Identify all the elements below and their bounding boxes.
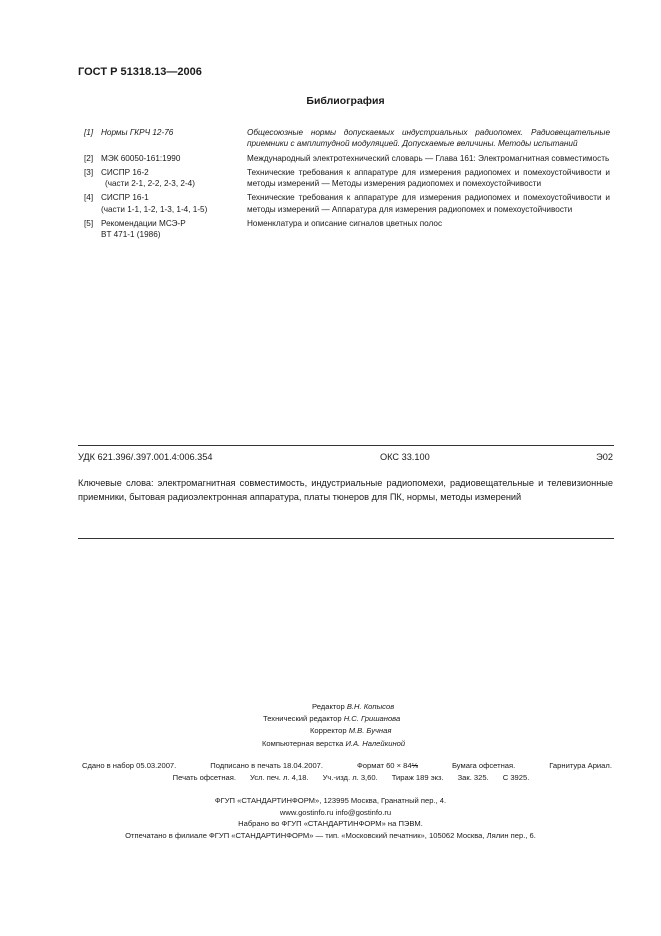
entry-number: [3] <box>84 167 94 177</box>
entry-source-sub: (части 2-1, 2-2, 2-3, 2-4) <box>105 179 195 189</box>
entry-source <box>101 192 247 215</box>
publisher-address: ФГУП «СТАНДАРТИНФОРМ», 123995 Москва, Гранатный пер., 4. <box>214 796 447 805</box>
publisher-info <box>0 795 661 841</box>
entry-source-main: СИСПР 16-1 <box>101 193 149 203</box>
bibliography-entry <box>84 192 610 215</box>
print-info-line-2: Печать офсетная. Усл. печ. л. 4,18. Уч.-изд. л. 3,60. Тираж 189 экз. Зак. 325. С 3925. <box>172 773 530 782</box>
entry-number: [5] <box>84 219 94 229</box>
bibliography-entry <box>84 127 610 150</box>
entry-source: Нормы ГКРЧ 12-76 <box>101 128 174 137</box>
entry-description: Технические требования к аппаратуре для измерения радиопомех и помехоустойчивости и методы измерений — Методы измерения радиопомех и помехоустойчивости <box>247 167 610 189</box>
keywords: Ключевые слова: электромагнитная совместимость, индустриальные радиопомехи, радиовещательные и телевизионные приемники, бытовая радиоэлектронная аппаратура, платы тюнеров для ПК, нормы, методы измерений <box>78 478 613 502</box>
print-info <box>82 760 612 784</box>
credit-layout: Компьютерная верстка И.А. Налейкиной <box>262 738 406 748</box>
entry-source-sub: (части 1-1, 1-2, 1-3, 1-4, 1-5) <box>101 204 208 214</box>
entry-description: Технические требования к аппаратуре для измерения радиопомех и помехоустойчивости и методы измерений — Аппаратура для измерения радиопомех и помехоустойчивости <box>247 193 610 214</box>
entry-source <box>101 167 247 190</box>
bibliography-entry <box>84 153 610 164</box>
entry-description: Номенклатура и описание сигналов цветных полос <box>247 219 443 229</box>
publisher-typeset: Набрано во ФГУП «СТАНДАРТИНФОРМ» на ПЭВМ. <box>238 819 423 829</box>
udk-code: УДК 621.396/.397.001.4:006.354 <box>78 452 213 462</box>
divider-bottom <box>78 538 614 539</box>
category-code: Э02 <box>596 452 613 462</box>
publisher-email: info@gostinfo.ru <box>335 807 392 817</box>
credits <box>0 701 661 750</box>
bibliography-list <box>84 127 610 244</box>
credit-tech-editor: Технический редактор Н.С. Гришанова <box>263 714 401 724</box>
format-fraction: ⅛ <box>411 761 418 770</box>
print-info-line-1: Сдано в набор 05.03.2007. Подписано в печать 18.04.2007. Формат 60 × 84⅛ Бумага офсетная. Гарнитура Ариал. <box>82 761 612 770</box>
entry-source-main: Рекомендации МСЭ-Р <box>101 219 186 229</box>
entry-number: [4] <box>84 193 94 203</box>
entry-description: Международный электротехнический словарь — Глава 161: Электромагнитная совместимость <box>247 153 610 163</box>
entry-source: МЭК 60050-161:1990 <box>101 153 181 163</box>
entry-description: Общесоюзные нормы допускаемых индустриальных радиопомех. Радиовещательные приемники с амплитудной модуляцией. Допускаемые величины. Методы испытаний <box>247 128 610 149</box>
entry-number: [2] <box>84 153 94 163</box>
oks-code: ОКС 33.100 <box>380 452 430 462</box>
bibliography-title: Библиография <box>306 95 385 107</box>
bibliography-entry <box>84 218 610 241</box>
standard-code: ГОСТ Р 51318.13—2006 <box>78 66 202 78</box>
publisher-printed: Отпечатано в филиале ФГУП «СТАНДАРТИНФОРМ» — тип. «Московский печатник», 105062 Москва, Лялин пер., 6. <box>125 830 536 840</box>
credit-editor: Редактор В.Н. Копысов <box>312 702 395 711</box>
entry-source-main: СИСПР 16-2 <box>101 167 149 177</box>
bibliography-entry <box>84 167 610 190</box>
publisher-website: www.gostinfo.ru <box>279 807 334 817</box>
credit-proofreader: Корректор М.В. Бучная <box>310 726 392 736</box>
entry-source <box>101 218 247 241</box>
entry-source-sub: BT 471-1 (1986) <box>101 230 161 240</box>
entry-number: [1] <box>84 128 94 137</box>
divider-top <box>78 445 614 446</box>
